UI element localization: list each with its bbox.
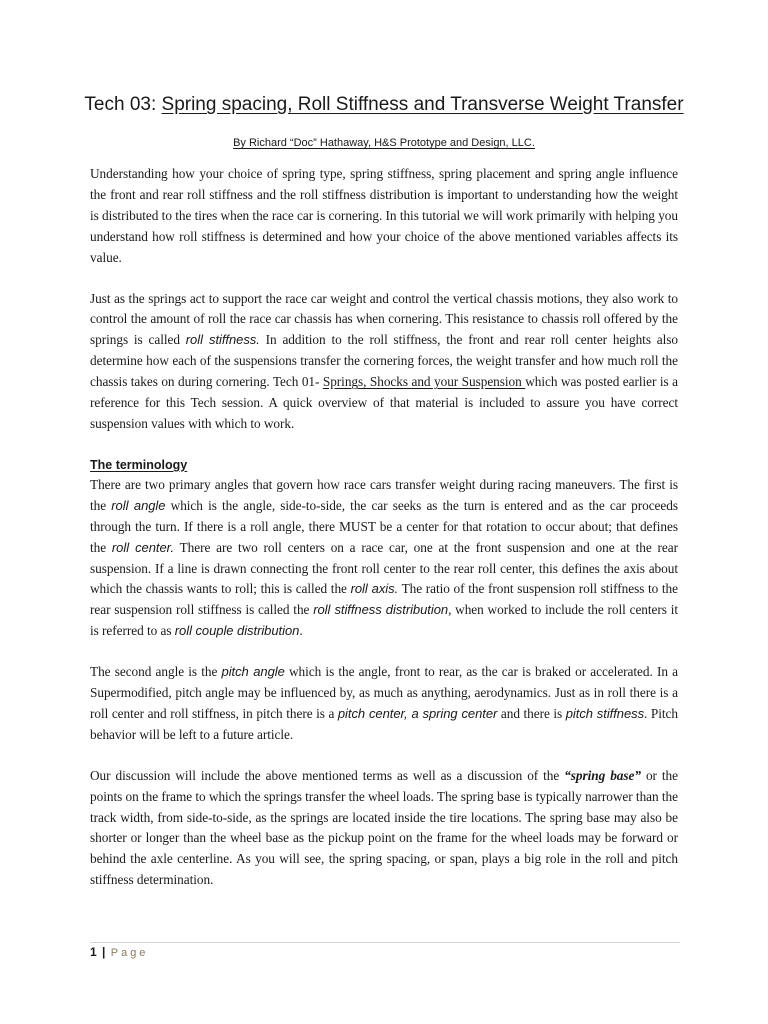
paragraph-pitch xyxy=(90,662,678,746)
text-run: . xyxy=(299,623,303,639)
text-run: or the points on the frame to which the springs transfer the wheel loads. The spring base is typically narrower than the track width, from side-to-side, as the springs are located inside the tire locations. The spring base may also be shorter or longer than the wheel base as the pickup point on the frame for the wheel loads may be forward or behind the axle centerline. As you will see, the spring spacing, or span, plays a big role in the roll and pitch stiffness determination. xyxy=(90,767,678,888)
paragraph-terminology xyxy=(90,475,678,642)
text-run: which is the angle, front to rear, as the car is braked or accelerated. In a Supermodified, pitch angle may be influenced by, as much as anything, aerodynamics. Just as in roll there is a roll center and roll stiffness, in pitch there is a xyxy=(90,664,678,721)
term-pitch-stiffness: pitch stiffness xyxy=(565,705,645,721)
title-main: Spring spacing, Roll Stiffness and Transverse Weight Transfer xyxy=(161,94,684,115)
document-body xyxy=(90,164,678,891)
footer-separator: | xyxy=(102,945,106,959)
text-run: and there is xyxy=(497,705,566,721)
term-pitch-center: pitch center, a spring center xyxy=(337,705,498,721)
term-pitch-angle: pitch angle xyxy=(221,664,285,680)
paragraph-intro: Understanding how your choice of spring type, spring stiffness, spring placement and spring angle influence the front and rear roll stiffness and the roll stiffness distribution is important to understanding how the weight is distributed to the tires when the race car is cornering. In this tutorial we will work primarily with helping you understand how roll stiffness is determined and how your choice of the above mentioned variables affects its value. xyxy=(90,166,678,265)
byline: By Richard “Doc” Hathaway, H&S Prototype and Design, LLC. xyxy=(233,137,535,149)
term-roll-couple-distribution: roll couple distribution xyxy=(174,623,300,639)
paragraph-springs xyxy=(90,289,678,435)
section-heading-terminology: The terminology xyxy=(90,457,188,472)
page-footer xyxy=(90,942,680,959)
text-run: Just as the springs act to support the race car weight and control the vertical chassis motions, they also work to control the amount of roll the race car chassis has when cornering. This resistance to chassis roll offered by the springs is called xyxy=(90,290,678,348)
text-run: , when worked to include the roll centers it is referred to as xyxy=(90,602,678,639)
term-roll-axis: roll axis. xyxy=(350,581,399,597)
text-run: which is the angle, side-to-side, the car seeks as the turn is entered and as the car proceeds through the turn. If there is a roll angle, there MUST be a center for that rotation to occur about; that defines the xyxy=(90,497,678,555)
title-prefix: Tech 03: xyxy=(84,94,162,115)
term-spring-base: “spring base” xyxy=(564,767,641,783)
page-label: Page xyxy=(110,947,149,959)
text-run: There are two primary angles that govern how race cars transfer weight during racing maneuvers. The first is the xyxy=(90,476,678,513)
text-run: There are two roll centers on a race car, one at the front suspension and one at the rear suspension. If a line is drawn connecting the front roll center to the rear roll center, this defines the axis about which the chassis wants to roll; this is called the xyxy=(90,539,679,597)
page-number: 1 xyxy=(90,945,97,959)
term-roll-stiffness: roll stiffness. xyxy=(185,332,260,348)
term-roll-center: roll center. xyxy=(111,539,175,555)
term-roll-stiffness-distribution: roll stiffness distribution xyxy=(313,602,449,618)
text-run: Our discussion will include the above mentioned terms as well as a discussion of the xyxy=(90,767,565,783)
paragraph-spring-base xyxy=(90,766,678,891)
text-run: . Pitch behavior will be left to a future article. xyxy=(90,705,678,742)
document-title xyxy=(0,94,768,116)
text-run: The ratio of the front suspension roll stiffness to the rear suspension roll stiffness is called the xyxy=(90,581,678,618)
text-run: which was posted earlier is a reference for this Tech session. A quick overview of that material is included to assure you have correct suspension values with which to work. xyxy=(90,374,678,431)
link-tech-01[interactable]: Springs, Shocks and your Suspension xyxy=(322,374,526,390)
term-roll-angle: roll angle xyxy=(111,497,166,513)
text-run: In addition to the roll stiffness, the front and rear roll center heights also determine how each of the suspensions transfer the cornering forces, the weight transfer and how much roll the chassis takes on during cornering. Tech 01- xyxy=(90,332,678,390)
text-run: The second angle is the xyxy=(90,664,222,680)
